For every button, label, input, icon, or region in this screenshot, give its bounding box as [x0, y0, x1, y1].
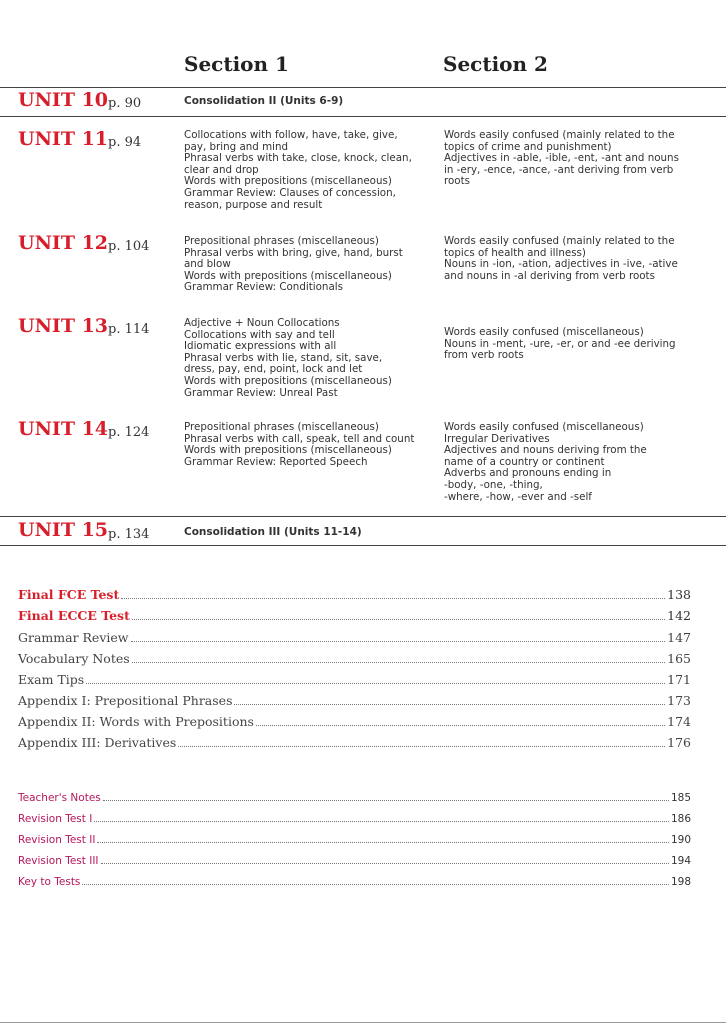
dot-leader — [103, 800, 669, 801]
unit-13-page: p. 114 — [108, 322, 150, 337]
dot-leader — [97, 842, 669, 843]
unit-13-section2 — [444, 327, 684, 362]
content-line: Phrasal verbs with bring, give, hand, burst — [184, 246, 403, 259]
content-line: Prepositional phrases (miscellaneous) — [184, 421, 379, 433]
content-line: Grammar Review: Unreal Past — [184, 386, 338, 399]
index-label: Appendix I: Prepositional Phrases — [18, 693, 233, 708]
content-line: topics of health and illness) — [444, 246, 586, 259]
index-page: 186 — [670, 813, 691, 825]
index-entry-key-to-tests[interactable] — [18, 876, 691, 888]
content-line: Grammar Review: Clauses of concession, — [184, 186, 396, 199]
index-entry-revision-test-ii[interactable] — [18, 834, 691, 846]
unit-10-label: UNIT 10 — [18, 89, 109, 111]
unit-13-section1 — [184, 318, 424, 399]
content-line: Words easily confused (mainly related to the — [444, 235, 675, 247]
content-line: Words easily confused (miscellaneous) — [444, 326, 644, 338]
unit-10-page: p. 90 — [108, 96, 142, 111]
index-entry-appendix-i[interactable] — [18, 693, 691, 708]
divider-bottom — [0, 545, 726, 546]
content-line: clear and drop — [184, 163, 259, 176]
index-label: Teacher's Notes — [18, 792, 101, 804]
content-line: Adjectives and nouns deriving from the — [444, 444, 647, 457]
index-page: 194 — [670, 855, 691, 867]
content-line: Irregular Derivatives — [444, 432, 550, 445]
index-entry-revision-test-iii[interactable] — [18, 855, 691, 867]
index-page: 142 — [667, 608, 691, 623]
content-line: Grammar Review: Reported Speech — [184, 455, 368, 468]
index-label: Appendix III: Derivatives — [18, 735, 177, 750]
index-label: Revision Test II — [18, 834, 96, 846]
content-line: roots — [444, 175, 471, 188]
dot-leader — [132, 662, 665, 663]
unit-14-section2 — [444, 422, 684, 503]
index-entry-grammar-review[interactable] — [18, 630, 691, 645]
content-line: Nouns in -ment, -ure, -er, or and -ee deriving — [444, 337, 676, 350]
content-line: Idiomatic expressions with all — [184, 340, 337, 353]
index-label: Vocabulary Notes — [18, 651, 130, 666]
content-line: reason, purpose and result — [184, 198, 323, 211]
index-page: 190 — [670, 834, 691, 846]
index-entry-exam-tips[interactable] — [18, 672, 691, 687]
index-page: 165 — [667, 651, 691, 666]
dot-leader — [101, 863, 669, 864]
index-page: 176 — [667, 735, 691, 750]
index-label: Final ECCE Test — [18, 608, 130, 623]
content-line: name of a country or continent — [444, 455, 605, 468]
index-label: Key to Tests — [18, 876, 81, 888]
content-line: Phrasal verbs with take, close, knock, clean, — [184, 152, 412, 165]
dot-leader — [234, 704, 665, 705]
content-line: topics of crime and punishment) — [444, 140, 612, 153]
index-entry-appendix-ii[interactable] — [18, 714, 691, 729]
unit-12-section1 — [184, 236, 424, 294]
index-page: 174 — [667, 714, 691, 729]
dot-leader — [94, 821, 669, 822]
dot-leader — [131, 641, 666, 642]
index-entry-revision-test-i[interactable] — [18, 813, 691, 825]
dot-leader — [86, 683, 665, 684]
dot-leader — [121, 598, 665, 599]
dot-leader — [178, 746, 665, 747]
content-line: -body, -one, -thing, — [444, 478, 543, 491]
content-line: Words with prepositions (miscellaneous) — [184, 175, 392, 188]
section1-header: Section 1 — [184, 52, 289, 76]
unit-12-page: p. 104 — [108, 239, 150, 254]
dot-leader — [132, 619, 665, 620]
content-line: Words with prepositions (miscellaneous) — [184, 269, 392, 282]
content-line: Phrasal verbs with lie, stand, sit, save, — [184, 351, 383, 364]
index-label: Revision Test I — [18, 813, 93, 825]
content-line: Collocations with follow, have, take, give, — [184, 129, 398, 141]
content-line: and blow — [184, 258, 231, 271]
index-label: Grammar Review — [18, 630, 129, 645]
unit-13-label: UNIT 13 — [18, 315, 109, 337]
index-page: 173 — [667, 693, 691, 708]
content-line: Collocations with say and tell — [184, 328, 335, 341]
unit-15-label: UNIT 15 — [18, 519, 109, 541]
section2-header: Section 2 — [443, 52, 548, 76]
unit-11-section1 — [184, 130, 424, 211]
unit-14-page: p. 124 — [108, 425, 150, 440]
content-line: Grammar Review: Conditionals — [184, 281, 343, 294]
content-line: Prepositional phrases (miscellaneous) — [184, 235, 379, 247]
content-line: in -ery, -ence, -ance, -ant deriving from verb — [444, 163, 674, 176]
divider-top — [0, 87, 726, 88]
unit-12-section2 — [444, 236, 684, 282]
index-page: 185 — [670, 792, 691, 804]
index-entry-final-ecce-test[interactable] — [18, 608, 691, 623]
dot-leader — [82, 884, 669, 885]
unit-12-label: UNIT 12 — [18, 232, 109, 254]
content-line: Words easily confused (miscellaneous) — [444, 421, 644, 433]
page-bottom-edge — [0, 1022, 726, 1023]
index-entry-vocabulary-notes[interactable] — [18, 651, 691, 666]
content-line: Adjectives in -able, -ible, -ent, -ant and nouns — [444, 152, 679, 165]
unit-14-label: UNIT 14 — [18, 418, 109, 440]
index-entry-appendix-iii[interactable] — [18, 735, 691, 750]
dot-leader — [256, 725, 665, 726]
content-line: -where, -how, -ever and -self — [444, 490, 592, 503]
unit-11-page: p. 94 — [108, 135, 142, 150]
index-label: Appendix II: Words with Prepositions — [18, 714, 254, 729]
unit-15-page: p. 134 — [108, 527, 150, 542]
content-line: pay, bring and mind — [184, 140, 289, 153]
index-page: 147 — [667, 630, 691, 645]
index-page: 138 — [667, 587, 691, 602]
index-page: 171 — [667, 672, 691, 687]
index-label: Revision Test III — [18, 855, 99, 867]
index-label: Final FCE Test — [18, 587, 120, 602]
content-line: Phrasal verbs with call, speak, tell and count — [184, 432, 415, 445]
content-line: Words with prepositions (miscellaneous) — [184, 374, 392, 387]
index-label: Exam Tips — [18, 672, 85, 687]
content-line: Adjective + Noun Collocations — [184, 317, 340, 329]
content-line: from verb roots — [444, 349, 524, 362]
content-line: Adverbs and pronouns ending in — [444, 467, 612, 480]
divider-unit14-end — [0, 516, 726, 517]
unit-15-section1 — [184, 527, 424, 539]
unit-11-label: UNIT 11 — [18, 128, 109, 150]
index-entry-final-fce-test[interactable] — [18, 587, 691, 602]
content-line: Nouns in -ion, -ation, adjectives in -ive, -ative — [444, 258, 678, 271]
unit-11-section2 — [444, 130, 684, 188]
content-line: Consolidation III (Units 11-14) — [184, 526, 362, 538]
content-line: dress, pay, end, point, lock and let — [184, 363, 363, 376]
content-line: Words with prepositions (miscellaneous) — [184, 444, 392, 457]
content-line: and nouns in -al deriving from verb roots — [444, 269, 655, 282]
divider-unit10 — [0, 116, 726, 117]
content-line: Words easily confused (mainly related to the — [444, 129, 675, 141]
content-line: Consolidation II (Units 6-9) — [184, 95, 344, 107]
unit-10-section1 — [184, 96, 424, 108]
index-page: 198 — [670, 876, 691, 888]
unit-14-section1 — [184, 422, 424, 468]
index-entry-teachers-notes[interactable] — [18, 792, 691, 804]
